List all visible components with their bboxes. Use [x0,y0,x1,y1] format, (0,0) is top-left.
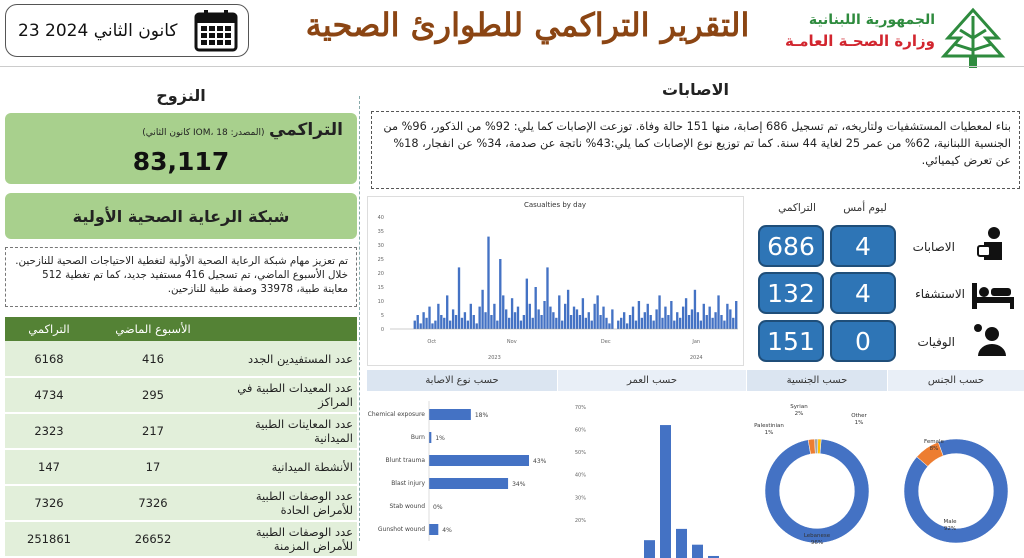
day-bar [422,312,424,329]
type-category-label: Chemical exposure [367,411,425,418]
day-bar [652,321,654,329]
day-bar [490,315,492,329]
day-bar [535,287,537,329]
day-bar [549,307,551,329]
donut-label: 92% [943,526,957,532]
day-bar [452,309,454,329]
y-tick-label: 30 [377,243,384,249]
age-y-tick: 70% [574,405,586,411]
phc-network-title: شبكة الرعاية الصحية الأولية [5,193,357,239]
type-value-label: 18% [474,412,489,419]
age-bar [644,540,655,558]
day-bar [546,267,548,329]
day-bar [440,315,442,329]
day-bar [499,259,501,329]
cell-week: 17 [93,449,213,485]
day-bar [711,318,713,329]
day-bar [523,315,525,329]
age-y-tick: 60% [574,427,586,434]
day-bar [484,312,486,329]
y-tick-label: 5 [380,313,384,319]
type-category-label: Burn [410,434,425,441]
day-bar [593,304,595,329]
ministry-line-1: الجمهورية اللبنانية [808,12,935,28]
day-bar [470,304,472,329]
day-bar [443,318,445,329]
table-row [5,521,357,557]
deaths-cumulative-value: 151 [758,320,824,362]
hospitalization-yesterday-value: 4 [830,272,896,314]
calendar-icon [194,9,238,53]
header-divider [0,66,1024,67]
day-bar [641,318,643,329]
day-bar [555,318,557,329]
cell-name: عدد المعاينات الطبية الميدانية [213,413,357,449]
col-cumulative-header: التراكمي [778,202,816,214]
age-chart [558,395,746,541]
y-tick-label: 0 [380,327,384,333]
type-category-label: Gunshot wound [377,526,425,533]
cumulative-displaced-value: 83,117 [132,147,230,176]
day-bar [570,315,572,329]
y-tick-label: 20 [377,271,384,277]
day-bar [561,321,563,329]
cell-name: عدد الوصفات الطبية للأمراض المزمنة [213,521,357,557]
day-bar [726,304,728,329]
y-tick-label: 10 [377,299,384,305]
age-bar [660,425,671,558]
day-bar [478,307,480,329]
day-bar [455,315,457,329]
day-bar [664,307,666,329]
day-bar [526,279,528,329]
day-bar [573,307,575,329]
day-bar [617,321,619,329]
donut-label: 8% [929,446,939,452]
day-bar [496,321,498,329]
day-bar [588,312,590,329]
day-bar [558,295,560,329]
day-bar [650,315,652,329]
phc-stats-table [5,317,357,558]
phc-description: تم تعزيز مهام شبكة الرعاية الصحية الأولية لتغطية الاحتياجات الصحية للنازحين. خلال الأسبوع الماضي، تم تسجيل 416 مستفيد جديد، كما تم تغطية 512 معاينة طبية، 33978 وصفة طبية للنازحين. [5,247,357,307]
displacement-title: النزوح [156,86,206,105]
donut-label: 2% [794,411,804,417]
type-value-label: 43% [533,458,547,465]
day-bar [414,321,416,329]
donut-label: Female [924,439,944,445]
year-label: 2024 [689,355,703,361]
day-bar [502,295,504,329]
day-bar [434,321,436,329]
donut-label: 96% [810,540,824,546]
month-label: Jan [692,339,701,345]
day-bar [620,318,622,329]
month-label: Oct [427,339,437,345]
type-bar [429,432,431,443]
day-bar [529,304,531,329]
day-bar [567,290,569,329]
cumulative-source: (المصدر: IOM، 18 كانون الثاني) [142,128,265,138]
cumulative-label-row [142,120,343,140]
day-bar [579,315,581,329]
cell-name: عدد المعيدات الطبية في المراكز [213,377,357,413]
col-yesterday-header: ليوم أمس [843,202,887,214]
hospital-bed-icon [970,281,1016,311]
age-y-tick: 40% [574,472,586,479]
day-bar [632,307,634,329]
deaths-label: الوفيات [917,335,955,349]
age-y-tick: 30% [574,495,586,502]
table-row [5,449,357,485]
cell-name: الأنشطة الميدانية [213,449,357,485]
age-bar [676,529,687,558]
year-label: 2023 [488,355,501,361]
day-bar [679,318,681,329]
cell-cumulative: 147 [5,449,93,485]
day-bar [481,290,483,329]
day-bar [729,309,731,329]
day-bar [591,321,593,329]
day-bar [723,321,725,329]
y-tick-label: 15 [377,285,384,291]
cumulative-label: التراكمي [268,120,343,140]
day-bar [697,312,699,329]
day-bar [461,318,463,329]
donut-slice [815,439,818,454]
by-nationality-header: حسب الجنسية [747,370,887,391]
day-bar [476,323,478,329]
gender-chart [888,395,1024,541]
day-bar [644,312,646,329]
day-bar [608,323,610,329]
cell-week: 416 [93,341,213,377]
cell-name: عدد المستفيدين الجدد [213,341,357,377]
day-bar [720,315,722,329]
type-value-label: 4% [442,527,452,534]
day-bar [691,309,693,329]
type-bar [429,478,508,489]
month-label: Dec [600,339,611,345]
day-bar [511,298,513,329]
month-label: Nov [506,339,517,345]
day-bar [425,318,427,329]
injuries-cumulative-value: 686 [758,225,824,267]
by-gender-header: حسب الجنس [888,370,1024,391]
type-category-label: Stab wound [389,503,425,510]
donut-label: Syrian [790,404,808,410]
day-bar [585,318,587,329]
day-bar [520,321,522,329]
injuries-yesterday-value: 4 [830,225,896,267]
day-bar [596,295,598,329]
day-bar [611,309,613,329]
day-bar [605,318,607,329]
table-row [5,413,357,449]
type-value-label: 0% [433,504,443,511]
y-tick-label: 35 [377,229,384,235]
day-bar [661,318,663,329]
day-bar [626,323,628,329]
type-value-label: 34% [512,481,526,488]
cell-cumulative: 4734 [5,377,93,413]
day-bar [703,304,705,329]
ministry-name [770,10,935,52]
donut-label: Other [851,413,867,419]
donut-label: 1% [854,420,864,426]
cell-week: 7326 [93,485,213,521]
day-bar [467,321,469,329]
age-bar [692,545,703,558]
day-bar [635,321,637,329]
day-bar [667,315,669,329]
deceased-person-icon [972,322,1008,358]
day-bar [458,267,460,329]
by-type-header: حسب نوع الاصابة [367,370,557,391]
type-category-label: Blast injury [391,480,425,487]
table-header-row [5,317,357,341]
day-bar [709,307,711,329]
column-divider [359,96,360,541]
hospitalization-label: الاستشفاء [915,287,965,301]
day-bar [623,312,625,329]
table-row [5,377,357,413]
cumulative-displaced-card [5,113,357,184]
cell-cumulative: 7326 [5,485,93,521]
day-bar [673,321,675,329]
cell-cumulative: 251861 [5,521,93,557]
day-bar [682,307,684,329]
donut-label: Male [943,519,957,525]
donut-label: Palestinian [754,423,784,429]
cell-week: 26652 [93,521,213,557]
col-header-name [213,317,357,341]
day-bar [543,301,545,329]
page-title: التقرير التراكمي للطوارئ الصحية [305,6,750,44]
day-bar [428,307,430,329]
cell-cumulative: 6168 [5,341,93,377]
injuries-title: الاصابات [662,80,729,99]
donut-label: Lebanese [803,533,831,539]
day-bar [602,307,604,329]
day-bar [685,298,687,329]
casualties-by-day-chart [367,196,744,366]
table-row [5,485,357,521]
day-bar [540,315,542,329]
y-tick-label: 25 [377,257,384,263]
day-bar [493,304,495,329]
hospitalization-cumulative-value: 132 [758,272,824,314]
type-bar [429,409,471,420]
chart-title: Casualties by day [523,201,587,209]
day-bar [487,237,489,329]
age-y-tick: 50% [574,450,586,457]
day-bar [647,304,649,329]
day-bar [717,295,719,329]
col-header-last-week: الأسبوع الماضي [93,317,213,341]
ministry-line-2: وزارة الصحـة العامـة [784,32,935,50]
day-bar [670,301,672,329]
type-category-label: Blunt trauma [385,457,425,464]
type-bar [429,455,529,466]
injuries-label: الاصابات [912,240,955,254]
injured-person-icon [972,226,1008,262]
injuries-description: بناء لمعطيات المستشفيات ولتاريخه، تم تسجيل 686 إصابة، منها 151 حالة وفاة. توزعت الإصابات كما يلي: 92% من الذكور، 96% من الجنسية اللبنانية، 62% من عمر 25 لغاية 44 سنة. كما تم توزيع نوع الإصابات كما يلي:43% ناتجة عن صدمة، 34% عن انفجار، 18% عن تعرض كيميائي. [371,111,1020,189]
day-bar [417,315,419,329]
day-bar [552,312,554,329]
report-date: 23 كانون الثاني 2024 [18,20,178,41]
day-bar [655,309,657,329]
day-bar [638,301,640,329]
day-bar [676,312,678,329]
day-bar [446,295,448,329]
by-age-header: حسب العمر [558,370,746,391]
day-bar [576,309,578,329]
table-row [5,341,357,377]
injury-type-chart [367,395,557,541]
casualties-by-day-svg [368,197,743,365]
cell-name: عدد الوصفات الطبية للأمراض الحادة [213,485,357,521]
day-bar [419,323,421,329]
day-bar [564,304,566,329]
day-bar [505,309,507,329]
day-bar [582,298,584,329]
col-header-cumulative: التراكمي [5,317,93,341]
deaths-yesterday-value: 0 [830,320,896,362]
day-bar [688,315,690,329]
type-value-label: 1% [435,435,445,442]
cell-cumulative: 2323 [5,413,93,449]
day-bar [508,318,510,329]
day-bar [599,315,601,329]
day-bar [706,315,708,329]
y-tick-label: 40 [377,215,384,221]
day-bar [714,312,716,329]
day-bar [629,315,631,329]
day-bar [735,301,737,329]
day-bar [431,323,433,329]
cell-week: 295 [93,377,213,413]
day-bar [537,309,539,329]
date-box [5,4,249,57]
day-bar [437,304,439,329]
day-bar [532,318,534,329]
day-bar [517,307,519,329]
day-bar [449,321,451,329]
day-bar [658,295,660,329]
day-bar [464,312,466,329]
day-bar [514,312,516,329]
day-bar [732,318,734,329]
cedar-logo-icon [938,8,1008,70]
donut-slice [765,439,869,543]
day-bar [694,290,696,329]
day-bar [473,315,475,329]
type-bar [429,524,438,535]
nationality-chart [747,395,887,546]
donut-label: 1% [764,430,774,436]
day-bar [700,321,702,329]
age-y-tick: 20% [574,517,586,524]
cell-week: 217 [93,413,213,449]
